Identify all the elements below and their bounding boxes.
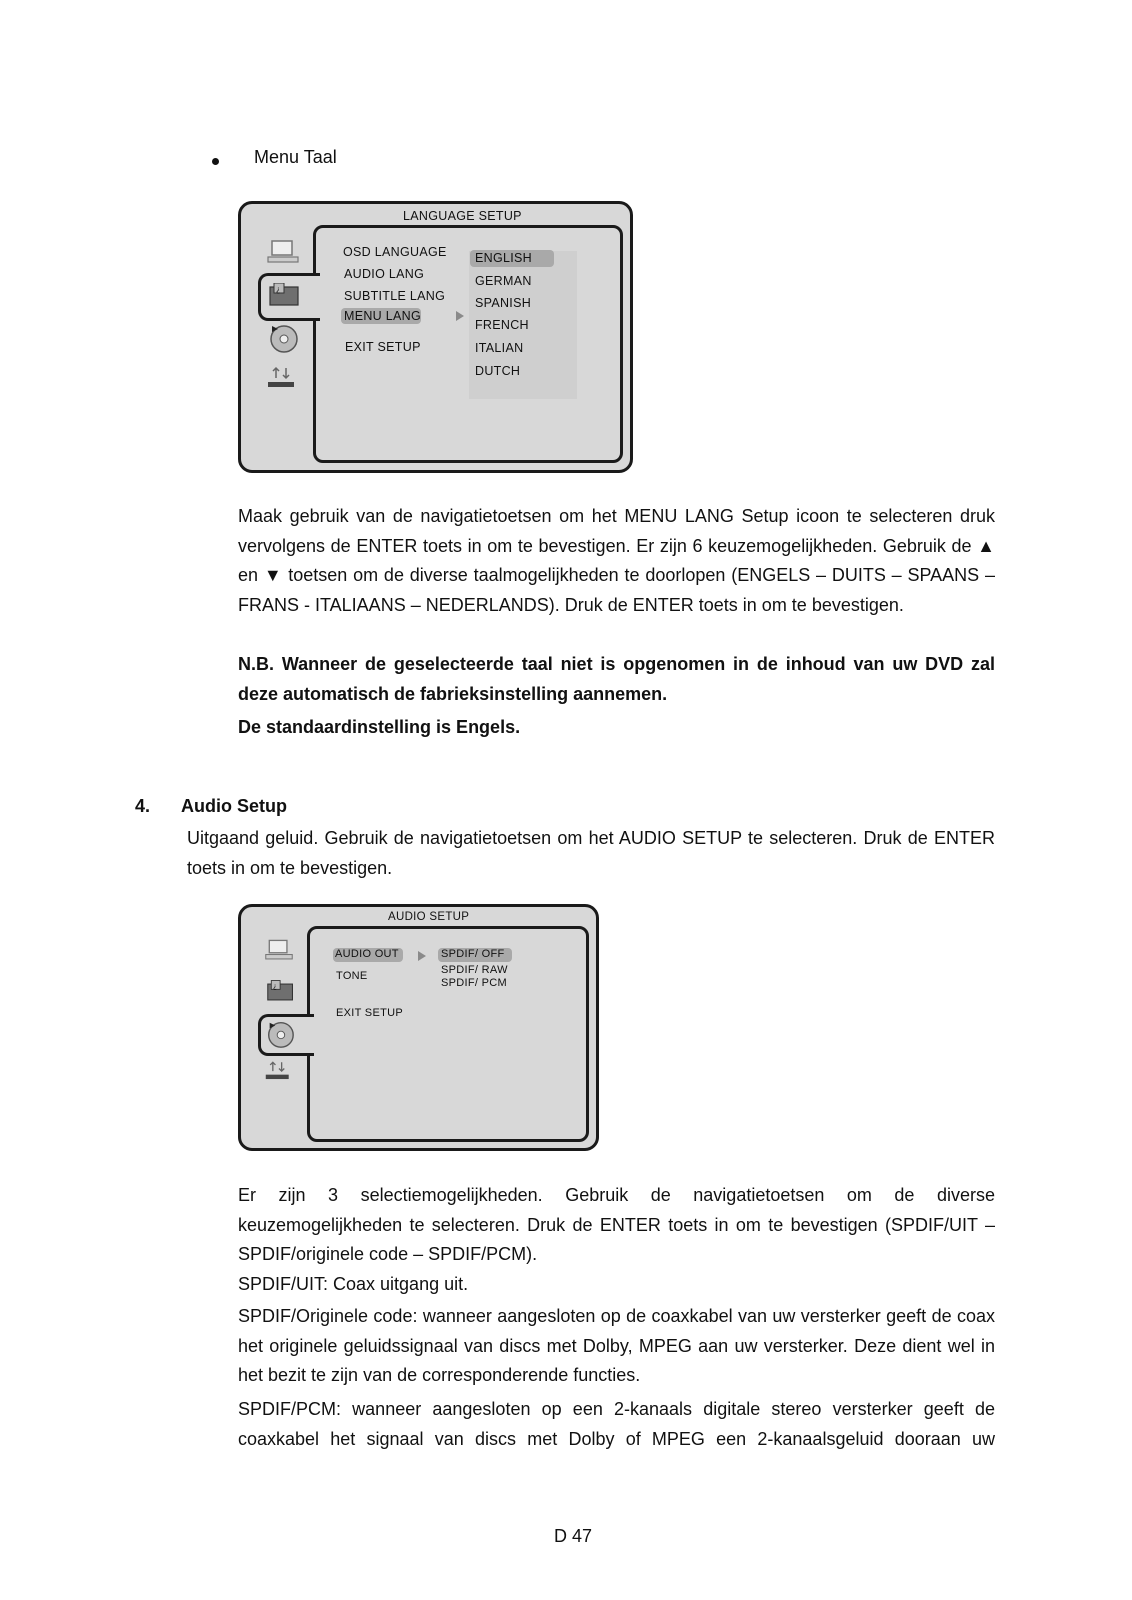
menu-item-exit-setup[interactable]: EXIT SETUP: [345, 340, 421, 354]
language-icon: [268, 283, 302, 314]
option-french[interactable]: FRENCH: [475, 318, 529, 332]
option-spanish[interactable]: SPANISH: [475, 296, 532, 310]
menu-item-exit-setup[interactable]: EXIT SETUP: [336, 1007, 403, 1019]
option-spdif-pcm[interactable]: SPDIF/ PCM: [441, 977, 507, 989]
page-number: D 47: [554, 1526, 593, 1546]
preference-icon: [264, 1060, 294, 1089]
spdif-off-paragraph: SPDIF/UIT: Coax uitgang uit.: [238, 1274, 469, 1294]
bullet-label: Menu Taal: [254, 147, 337, 167]
menu-item-osd-language[interactable]: OSD LANGUAGE: [343, 245, 447, 259]
menu-item-audio-out[interactable]: AUDIO OUT: [335, 948, 399, 960]
audio-disc-icon: [264, 1018, 296, 1055]
osd-title: AUDIO SETUP: [388, 911, 470, 923]
section-number: 4.: [135, 796, 151, 816]
osd-title: LANGUAGE SETUP: [403, 209, 522, 223]
option-italian[interactable]: ITALIAN: [475, 341, 524, 355]
submenu-arrow-icon: [418, 951, 426, 961]
language-setup-screen: [238, 201, 633, 473]
audio-disc-icon: [266, 321, 300, 360]
option-german[interactable]: GERMAN: [475, 274, 532, 288]
option-spdif-off[interactable]: SPDIF/ OFF: [441, 948, 505, 960]
nb-note: N.B. Wanneer de geselecteerde taal niet is opgenomen in de inhoud van uw DVD zal deze automatisch de fabrieksinstelling aannemen.: [238, 654, 995, 704]
submenu-arrow-icon: [456, 311, 464, 321]
bullet-dot: [212, 158, 219, 165]
option-dutch[interactable]: DUTCH: [475, 364, 521, 378]
audio-intro-paragraph: Uitgaand geluid. Gebruik de navigatietoetsen om het AUDIO SETUP te selecteren. Druk de ENTER toets in om te bevestigen.: [187, 828, 995, 878]
svg-text:¿: ¿: [273, 981, 277, 991]
option-english[interactable]: ENGLISH: [475, 251, 532, 265]
preference-icon: [266, 366, 300, 397]
monitor-icon: [264, 938, 294, 969]
svg-text:¿: ¿: [276, 285, 281, 294]
section-heading: Audio Setup: [181, 796, 287, 816]
menu-lang-paragraph: Maak gebruik van de navigatietoetsen om het MENU LANG Setup icoon te selecteren druk vervolgens de ENTER toets in om te bevestigen. Er zijn 6 keuzemogelijkheden. Gebruik de ▲ en ▼ toetsen om de diverse taalmogelijkheden te doorlopen (ENGELS – DUITS – SPAANS – FRANS - ITALIAANS – NEDERLANDS). Druk de ENTER toets in om te bevestigen.: [238, 506, 995, 615]
menu-item-menu-lang[interactable]: MENU LANG: [344, 309, 422, 323]
menu-item-tone[interactable]: TONE: [336, 970, 368, 982]
option-spdif-raw[interactable]: SPDIF/ RAW: [441, 964, 508, 976]
menu-item-subtitle-lang[interactable]: SUBTITLE LANG: [344, 289, 446, 303]
audio-options-paragraph: Er zijn 3 selectiemogelijkheden. Gebruik de navigatietoetsen om de diverse keuzemogelijkheden te selecteren. Druk de ENTER toets in om te bevestigen (SPDIF/UIT – SPDIF/originele code – SPDIF/PCM).: [238, 1185, 995, 1265]
audio-setup-screen: [238, 904, 599, 1151]
spdif-pcm-paragraph: SPDIF/PCM: wanneer aangesloten op een 2-kanaals digitale stereo versterker geeft de coaxkabel het signaal van discs met Dolby of MPEG een 2-kanaalsgeluid dooraan uw: [238, 1399, 995, 1449]
monitor-icon: [266, 239, 300, 272]
default-setting-note: De standaardinstelling is Engels.: [238, 717, 521, 737]
language-icon: [266, 980, 296, 1009]
menu-item-audio-lang[interactable]: AUDIO LANG: [344, 267, 425, 281]
spdif-raw-paragraph: SPDIF/Originele code: wanneer aangesloten op de coaxkabel van uw versterker geeft de coax het originele geluidssignaal van discs met Dolby, MPEG aan uw versterker. Deze dient wel in het bezit te zijn van de corresponderende functies.: [238, 1306, 995, 1386]
